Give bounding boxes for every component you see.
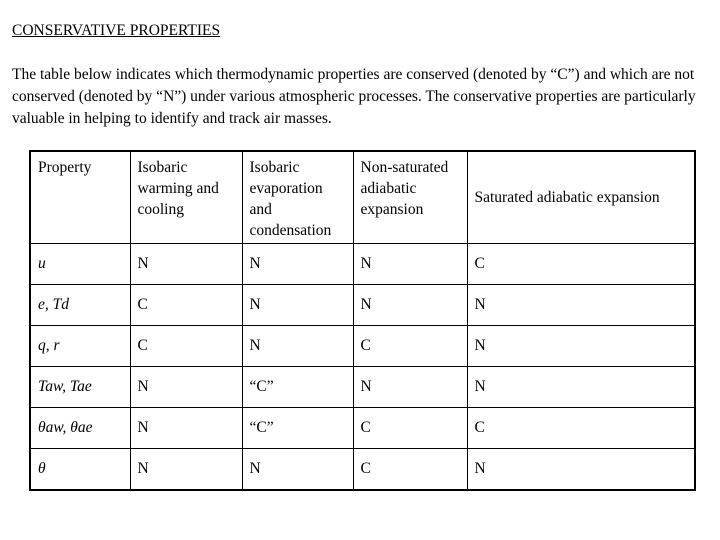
value-cell: N <box>242 326 353 367</box>
value-cell: C <box>130 285 242 326</box>
value-cell: N <box>130 449 242 491</box>
header-isobaric-evaporation: Isobaric evaporation and condensation <box>242 151 353 244</box>
value-cell: N <box>467 367 695 408</box>
value-cell: C <box>353 449 467 491</box>
table-header-row <box>30 151 695 244</box>
value-cell: C <box>130 326 242 367</box>
value-cell: N <box>130 244 242 285</box>
table-row <box>30 326 695 367</box>
value-cell: N <box>242 449 353 491</box>
header-saturated-adiabatic: Saturated adiabatic expansion <box>467 151 695 244</box>
property-cell: θ <box>30 449 130 491</box>
page-title: CONSERVATIVE PROPERTIES <box>12 22 221 39</box>
intro-paragraph: The table below indicates which thermodynamic properties are conserved (denoted by “C”) and which are not conserved (denoted by “N”) under various atmospheric processes. The conservative properties are particularly valuable in helping to identify and track air masses. <box>12 66 696 127</box>
value-cell: N <box>353 285 467 326</box>
property-cell: u <box>30 244 130 285</box>
table-row <box>30 408 695 449</box>
table-row <box>30 244 695 285</box>
header-isobaric-warming: Isobaric warming and cooling <box>130 151 242 244</box>
property-cell: e, Td <box>30 285 130 326</box>
value-cell: N <box>130 367 242 408</box>
value-cell: N <box>130 408 242 449</box>
table-row <box>30 285 695 326</box>
value-cell: N <box>467 285 695 326</box>
table-row <box>30 449 695 491</box>
value-cell: C <box>467 244 695 285</box>
property-cell: Taw, Tae <box>30 367 130 408</box>
value-cell: N <box>467 449 695 491</box>
table-row <box>30 367 695 408</box>
value-cell: “C” <box>242 367 353 408</box>
property-cell: θaw, θae <box>30 408 130 449</box>
value-cell: “C” <box>242 408 353 449</box>
value-cell: C <box>353 326 467 367</box>
value-cell: N <box>353 244 467 285</box>
value-cell: C <box>467 408 695 449</box>
conservative-properties-table <box>29 150 696 491</box>
value-cell: N <box>353 367 467 408</box>
value-cell: N <box>242 244 353 285</box>
property-cell: q, r <box>30 326 130 367</box>
header-nonsaturated-adiabatic: Non-saturated adiabatic expansion <box>353 151 467 244</box>
value-cell: N <box>467 326 695 367</box>
header-property: Property <box>30 151 130 244</box>
value-cell: C <box>353 408 467 449</box>
value-cell: N <box>242 285 353 326</box>
